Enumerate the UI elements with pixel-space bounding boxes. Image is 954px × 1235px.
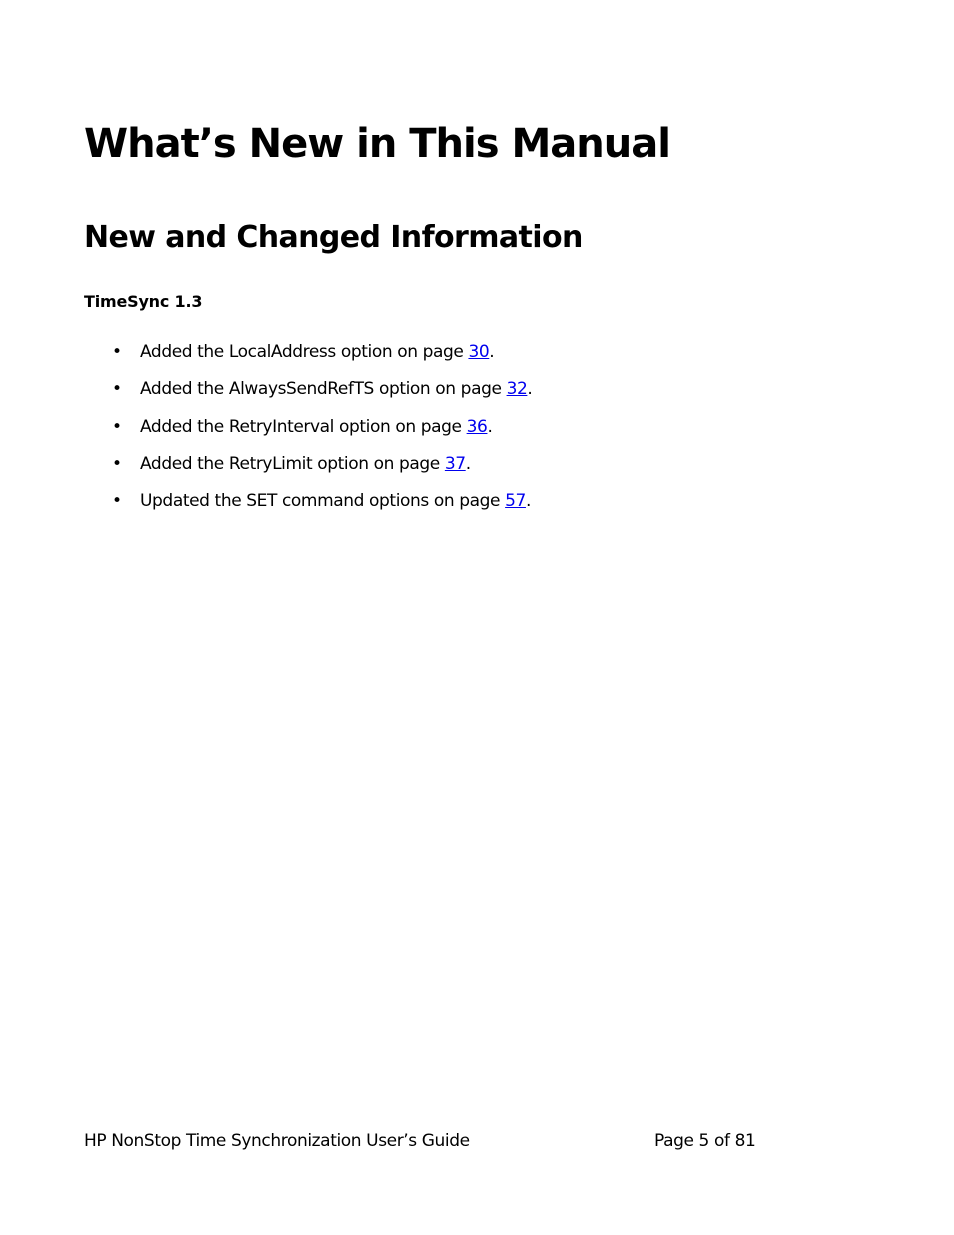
- bullet-icon: •: [112, 416, 122, 437]
- bullet-icon: •: [112, 342, 122, 362]
- list-item-text: [140, 452, 471, 476]
- page-title: What’s New in This Manual: [84, 121, 670, 167]
- page-link[interactable]: 30: [468, 342, 490, 362]
- list-item-text: [140, 489, 531, 513]
- page-link[interactable]: 32: [506, 379, 528, 400]
- bullet-icon: •: [112, 453, 122, 474]
- bullet-icon: •: [112, 491, 122, 511]
- section-title: New and Changed Information: [84, 220, 583, 255]
- item-label: Added the AlwaysSendRefTS option on page: [140, 379, 507, 400]
- item-suffix: .: [487, 416, 493, 437]
- item-label: Updated the SET command options on page: [140, 491, 506, 511]
- subsection-title: TimeSync 1.3: [84, 292, 203, 311]
- list-item-text: [140, 377, 532, 401]
- item-suffix: .: [465, 453, 471, 474]
- list-item-text: [140, 340, 494, 364]
- item-label: Added the RetryLimit option on page: [140, 453, 445, 474]
- item-suffix: .: [525, 491, 531, 511]
- footer-document-title: HP NonStop Time Synchronization User’s Guide: [84, 1131, 470, 1151]
- page-link[interactable]: 36: [466, 416, 488, 437]
- item-suffix: .: [489, 342, 495, 362]
- item-label: Added the LocalAddress option on page: [140, 342, 469, 362]
- list-item-text: [140, 415, 492, 439]
- page-link[interactable]: 57: [505, 491, 526, 511]
- footer-page-indicator: Page 5 of 81: [654, 1131, 756, 1151]
- item-label: Added the RetryInterval option on page: [140, 416, 467, 437]
- item-suffix: .: [527, 379, 533, 400]
- bullet-icon: •: [112, 379, 122, 400]
- page-link[interactable]: 37: [444, 453, 466, 474]
